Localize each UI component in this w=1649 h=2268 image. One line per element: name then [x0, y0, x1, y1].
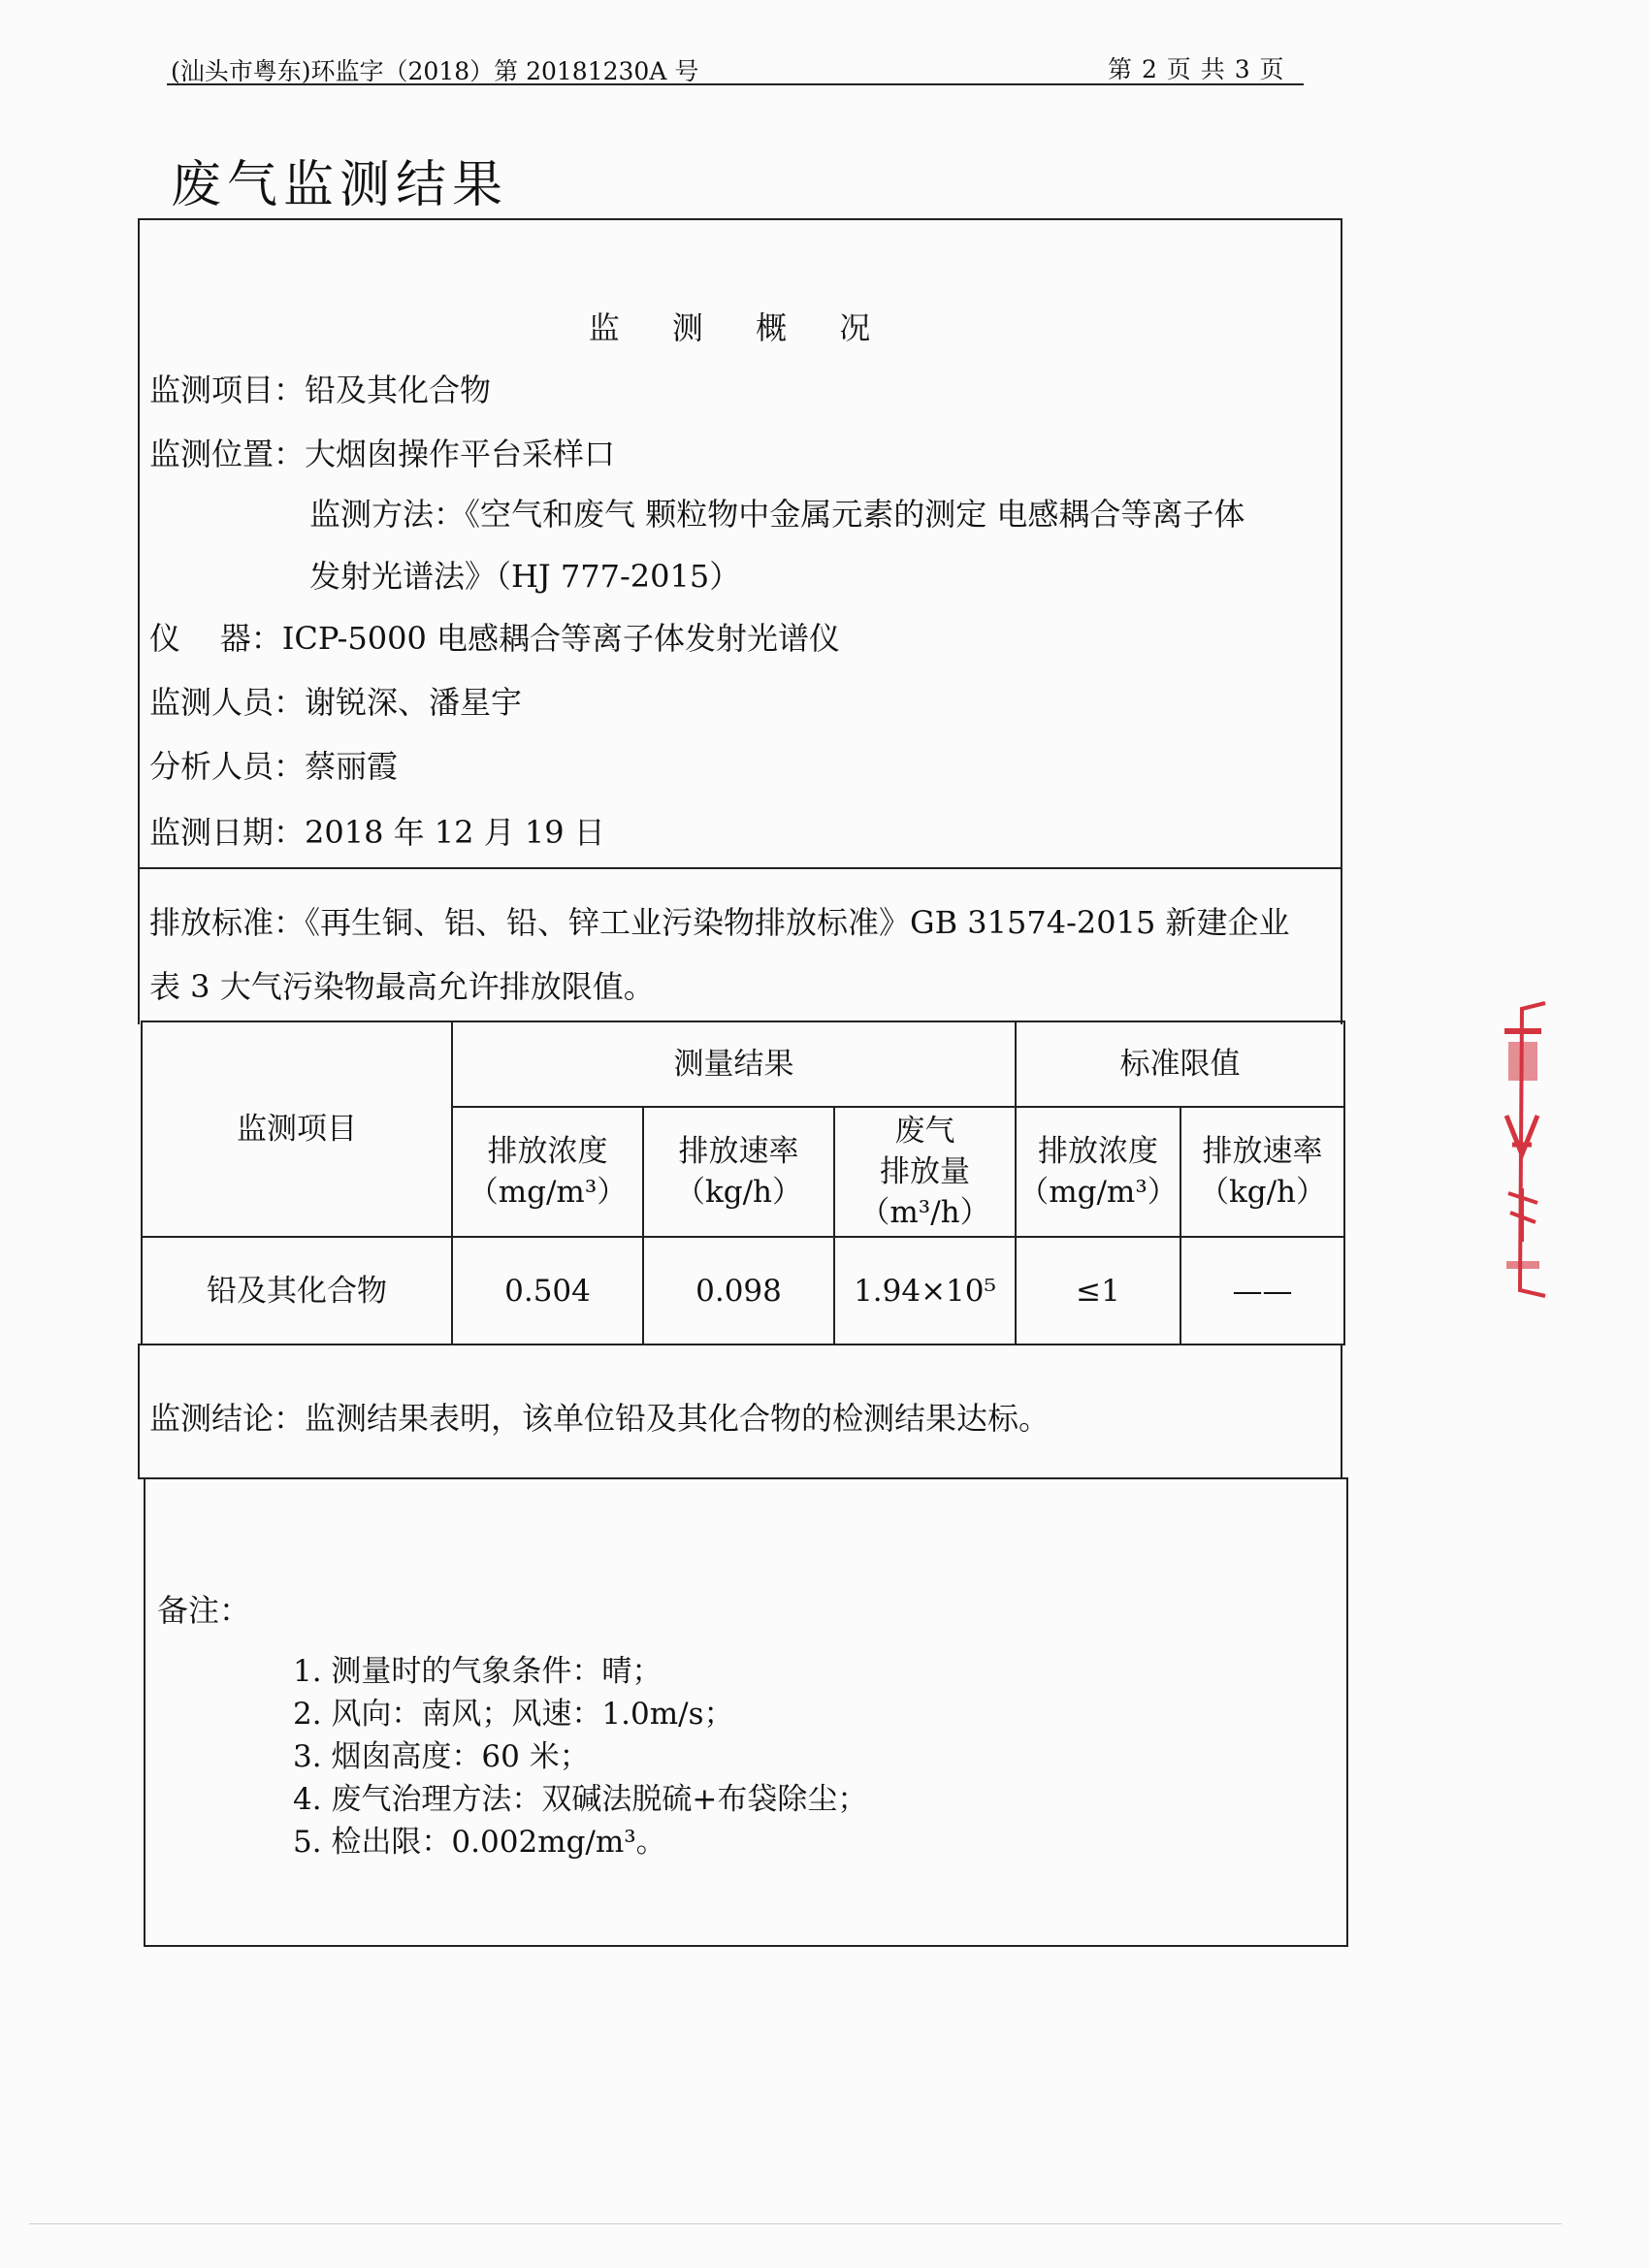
- conclusion-label: 监测结论：: [149, 1400, 306, 1437]
- table-row: [142, 1237, 1344, 1345]
- header-rule: [167, 83, 1304, 85]
- notes-section: [144, 1477, 1348, 1947]
- cell-conc: 0.504: [452, 1237, 643, 1345]
- col-header-item: 监测项目: [142, 1021, 452, 1237]
- conclusion-section: [138, 1344, 1342, 1479]
- overview-section: [138, 218, 1342, 869]
- group-header-measured: 测量结果: [452, 1021, 1016, 1107]
- col-conc-label: 排放浓度: [487, 1134, 608, 1169]
- note-item-5: 5. 检出限：0.002mg/m³。: [293, 1825, 666, 1860]
- standard-text-line1: 《再生铜、铝、铅、锌工业污染物排放标准》GB 31574-2015 新建企业: [305, 904, 1290, 941]
- official-seal-stamp: [1499, 999, 1547, 1300]
- col-flow-label-2: 排放量: [880, 1154, 970, 1189]
- note-item-3: 3. 烟囱高度：60 米；: [293, 1739, 590, 1774]
- standard-line1: [149, 898, 1290, 943]
- standard-section: [138, 867, 1342, 1024]
- overview-heading: 监 测 概 况: [588, 309, 892, 346]
- col-lim-rate-label: 排放速率: [1202, 1134, 1323, 1169]
- location-value: 大烟囱操作平台采样口: [305, 436, 616, 472]
- analyst-label: 分析人员：: [149, 748, 306, 785]
- standard-text-line2: 表 3 大气污染物最高允许排放限值。: [149, 968, 655, 1005]
- scan-edge-rule: [29, 2223, 1562, 2224]
- col-header-flow: [834, 1107, 1016, 1237]
- method-value-line1: 《空气和废气 颗粒物中金属元素的测定 电感耦合等离子体: [465, 496, 1245, 533]
- note-item-2: 2. 风向：南风；风速：1.0m/s；: [293, 1697, 734, 1732]
- col-conc-unit: （mg/m³）: [468, 1175, 628, 1210]
- analyst-value: 蔡丽霞: [305, 748, 399, 785]
- instrument-label: 仪 器：: [149, 620, 282, 657]
- monitors-row: [149, 678, 522, 723]
- seal-glyph-1: [1504, 1028, 1541, 1034]
- col-flow-unit: （m³/h）: [859, 1195, 990, 1230]
- date-value: 2018 年 12 月 19 日: [305, 814, 605, 851]
- method-row: [309, 490, 1245, 535]
- page-title: 废气监测结果: [171, 156, 509, 214]
- col-rate-label: 排放速率: [678, 1134, 799, 1169]
- col-lim-rate-unit: （kg/h）: [1198, 1175, 1327, 1210]
- monitors-value: 谢锐深、潘星宇: [305, 684, 523, 721]
- date-label: 监测日期：: [149, 814, 306, 851]
- col-header-limit-rate: [1180, 1107, 1344, 1237]
- method-value-line2: 发射光谱法》（HJ 777-2015）: [309, 558, 741, 595]
- conclusion-text: 监测结果表明，该单位铅及其化合物的检测结果达标。: [305, 1400, 1051, 1437]
- results-table: [141, 1021, 1345, 1345]
- item-label: 监测项目：: [149, 372, 306, 408]
- seal-glyph-5: [1506, 1261, 1539, 1269]
- col-header-conc: [452, 1107, 643, 1237]
- col-rate-unit: （kg/h）: [674, 1175, 803, 1210]
- col-header-rate: [643, 1107, 834, 1237]
- instrument-row: [149, 614, 840, 659]
- cell-limit-rate: ——: [1180, 1237, 1344, 1345]
- cell-rate: 0.098: [643, 1237, 834, 1345]
- notes-label: 备注：: [157, 1592, 251, 1629]
- page-info: 第 2 页 共 3 页: [1108, 55, 1285, 83]
- seal-mark: [1504, 1003, 1545, 1296]
- location-row: [149, 430, 615, 474]
- method-label: 监测方法：: [309, 496, 466, 533]
- instrument-value: ICP-5000 电感耦合等离子体发射光谱仪: [281, 620, 841, 657]
- col-header-limit-conc: [1016, 1107, 1180, 1237]
- note-item-1: 1. 测量时的气象条件：晴；: [293, 1654, 663, 1689]
- item-row: [149, 366, 491, 410]
- group-header-limit: 标准限值: [1016, 1021, 1344, 1107]
- cell-limit-conc: ≤1: [1016, 1237, 1180, 1345]
- standard-label: 排放标准：: [149, 904, 306, 941]
- date-row: [149, 808, 605, 853]
- analyst-row: [149, 742, 398, 787]
- col-flow-label-1: 废气: [894, 1114, 955, 1149]
- location-label: 监测位置：: [149, 436, 306, 472]
- cell-item: 铅及其化合物: [142, 1237, 452, 1345]
- conclusion-row: [149, 1394, 1050, 1439]
- note-item-4: 4. 废气治理方法：双碱法脱硫+布袋除尘；: [293, 1782, 868, 1817]
- col-lim-conc-label: 排放浓度: [1038, 1134, 1158, 1169]
- cell-flow: 1.94×10⁵: [834, 1237, 1016, 1345]
- col-lim-conc-unit: （mg/m³）: [1018, 1175, 1178, 1210]
- seal-glyph-2: [1508, 1042, 1537, 1081]
- doc-number: (汕头市粤东)环监字（2018）第 20181230A 号: [171, 57, 699, 85]
- monitors-label: 监测人员：: [149, 684, 306, 721]
- item-value: 铅及其化合物: [305, 372, 492, 408]
- seal-glyph-4: [1508, 1188, 1537, 1242]
